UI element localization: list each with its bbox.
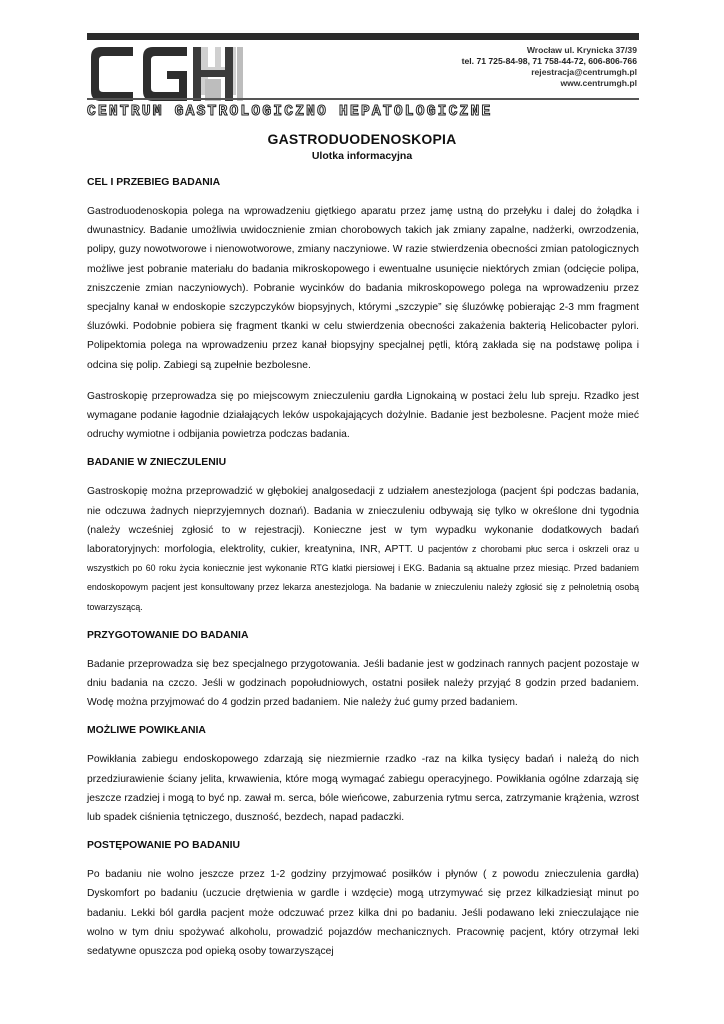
paragraph-cel-1: Gastroduodenoskopia polega na wprowadzeniu giętkiego aparatu przez jamę ustną do przełyku i dalej do żołądka i dwunastnicy. Badanie umożliwia uwidocznienie zmian chorobowych takich jak zmiany zapalne, nadżerki, owrzodzenia, polipy, guzy nowotworowe i nienowotworowe, zmiany naczyniowe. W razie stwierdzenia obecności zmian patologicznych możliwe jest pobranie materiału do badania mikroskopowego i ewentualne usunięcie niektórych zmian (odcięcie polipa, zniszczenie zmian naczyniowych). Pobranie wycinków do badania mikroskopowego polega na wprowadzeniu przez specjalny kanał w endoskopie szczypczyków biopsyjnych, którymi „szczypie” się śluzówkę pobierając 2-3 mm fragment śluzówki. Podobnie pobiera się fragment tkanki w celu stwierdzenia obecności zakażenia bakterią Helicobacter pylori. Polipektomia polega na wprowadzeniu przez kanał biopsyjny specjalnej pętli, którą zakłada się na podstawę polipa i odcina się polip. Zabiegi są zupełnie bezbolesne. <box>87 206 639 371</box>
section-heading-powiklania: MOŻLIWE POWIKŁANIA <box>87 725 206 737</box>
header-divider <box>87 98 639 100</box>
document-subtitle: Ulotka informacyjna <box>311 150 413 162</box>
letterhead <box>87 33 639 121</box>
contact-website[interactable]: www.centrumgh.pl <box>560 78 637 88</box>
contact-address: Wrocław ul. Krynicka 37/39 <box>526 45 637 55</box>
contact-phones: tel. 71 725-84-98, 71 758-44-72, 606-806-766 <box>461 56 637 66</box>
paragraph-cel-2: Gastroskopię przeprowadza się po miejscowym znieczuleniu gardła Lignokainą w postaci żelu lub spreju. Rzadko jest wymagane podanie łagodnie działających leków uspokajających dożylnie. Badanie jest bezbolesne. Pacjent może mieć odruchy wymiotne i odbijania powietrza podczas badania. <box>87 390 639 441</box>
section-heading-przygotowanie: PRZYGOTOWANIE DO BADANIA <box>87 629 249 641</box>
header-top-bar <box>87 33 639 40</box>
organization-name: CENTRUM GASTROLOGICZNO HEPATOLOGICZNE <box>87 104 493 120</box>
document-title: GASTRODUODENOSKOPIA <box>267 131 457 147</box>
paragraph-przygotowanie: Badanie przeprowadza się bez specjalnego przygotowania. Jeśli badanie jest w godzinach rannych pacjent pozostaje w dniu badania na czczo. Jeśli w godzinach popołudniowych, ostatni posiłek należy przyjąć 8 godzin przed badaniem. Wodę można przyjmować do 4 godzin przed badaniem. Nie należy żuć gumy przed badaniem. <box>87 658 639 709</box>
paragraph-znieczulenie-main: Gastroskopię można przeprowadzić w głębokiej analgosedacji z udziałem anestezjologa (pacjent śpi podczas badania, nie odczuwa żadnych nieprzyjemnych doznań). Badania w znieczuleniu odbywają się tylko w określone dni tygodnia (należy wcześniej zgłosić to w rejestracji). Konieczne jest w tym wypadku wykonanie dodatkowych badań laboratoryjnych: morfologia, elektrolity, cukier, kreatynina, INR, APTT. <box>87 486 639 556</box>
contact-email[interactable]: rejestracja@centrumgh.pl <box>531 67 637 77</box>
paragraph-znieczulenie-small: U pacjentów z chorobami płuc serca i oskrzeli oraz u wszystkich po 60 roku życia koniecznie jest wykonanie RTG klatki piersiowej i EKG. Badania są aktualne przez miesiąc. Przed badaniem endoskopowym pacjent jest konsultowany przez lekarza anestezjologa. Na badanie w znieczuleniu należy zgłosić się z pełnoletnią osobą towarzyszącą. <box>87 544 639 612</box>
document-body <box>87 176 639 961</box>
section-heading-znieczulenie: BADANIE W ZNIECZULENIU <box>87 457 227 469</box>
paragraph-znieczulenie <box>87 482 639 616</box>
paragraph-postepowanie: Po badaniu nie wolno jeszcze przez 1-2 godziny przyjmować posiłków i płynów ( z powodu znieczulenia gardła) Dyskomfort po badaniu (uczucie drętwienia w gardle i wzdęcie) mogą utrzymywać się przez kilkadziesiąt minut po badaniu. Lekki ból gardła pacjent może odczuwać przez kilka dni po badaniu. Jeśli podawano leki znieczulające nie wolno w tym dniu spożywać alkoholu, prowadzić pojazdów mechanicznych. Pracownię pacjent, który otrzymał leki sedatywne opuszcza pod opieką osoby towarzyszącej <box>87 869 639 958</box>
section-heading-postepowanie: POSTĘPOWANIE PO BADANIU <box>87 840 240 852</box>
section-heading-cel: CEL I PRZEBIEG BADANIA <box>87 177 221 188</box>
paragraph-powiklania: Powikłania zabiegu endoskopowego zdarzają się niezmiernie rzadko -raz na kilka tysięcy badań i należą do nich przedziurawienie ściany jelita, krwawienia, które mogą wymagać zabiegu operacyjnego. Powikłania ogólne zdarzają się jeszcze rzadziej i mogą to być np. zawał m. serca, bóle wieńcowe, zaburzenia rytmu serca, zatrzymanie krążenia, wzrost lub spadek ciśnienia tętniczego, duszność, bezdech, napad padaczki. <box>87 754 639 824</box>
contact-block <box>462 45 637 89</box>
